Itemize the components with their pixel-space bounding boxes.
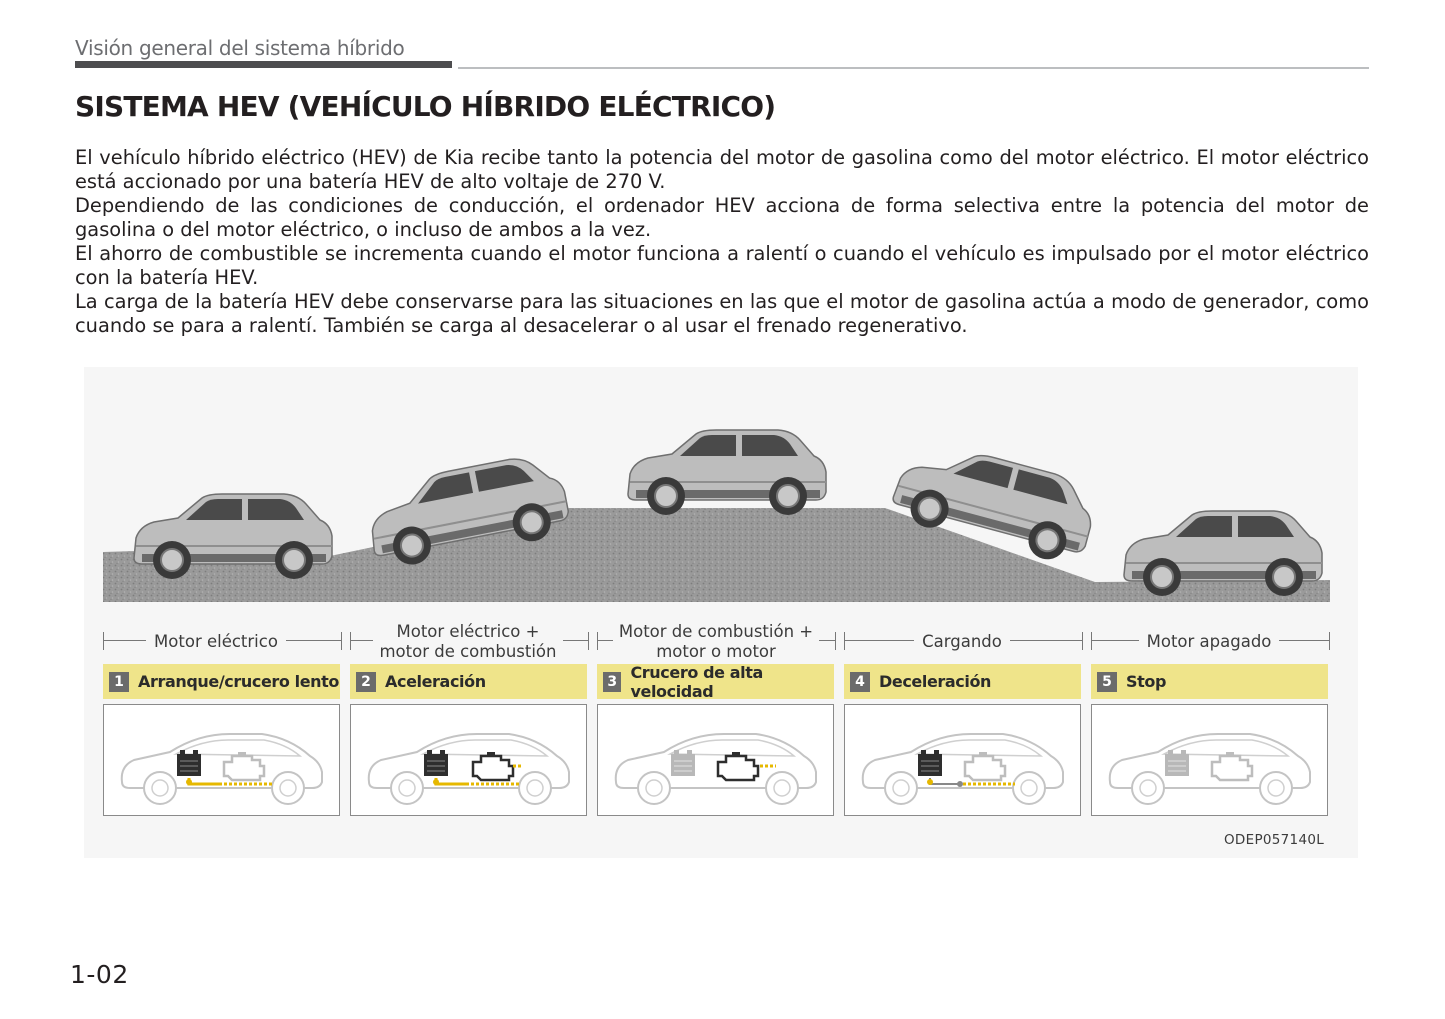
mode-number: 4 <box>850 672 870 692</box>
paragraph: La carga de la batería HEV debe conservarse para las situaciones en las que el motor de gasolina actúa a modo de generador, como cuando se para a ralentí. También se carga al desacelerar o al usar el frenado regenerativo. <box>75 290 1369 337</box>
running-header: Visión general del sistema híbrido <box>75 36 405 60</box>
mode-label: Stop <box>1126 672 1167 691</box>
stage-power-label: Cargando <box>872 620 1052 664</box>
figure-code: ODEP057140L <box>1224 832 1325 848</box>
mode-number: 3 <box>603 672 621 692</box>
mode-number: 2 <box>356 672 376 692</box>
mode-label: Arranque/crucero lento <box>138 672 340 691</box>
page-number: 1-02 <box>70 960 129 989</box>
stage-power-label: Motor de combustión + motor o motor <box>606 620 826 664</box>
mode-label: Aceleración <box>385 672 486 691</box>
mode-label: Crucero de alta velocidad <box>630 662 763 701</box>
paragraph: El vehículo híbrido eléctrico (HEV) de Kia recibe tanto la potencia del motor de gasolina como del motor eléctrico. El motor eléctrico está accionado por una batería HEV de alto voltaje de 270 V. <box>75 146 1369 193</box>
stage-power-label: Motor eléctrico <box>128 620 304 664</box>
mode-number: 5 <box>1097 672 1117 692</box>
section-title: SISTEMA HEV (VEHÍCULO HÍBRIDO ELÉCTRICO) <box>75 90 776 123</box>
stage-power-label: Motor eléctrico + motor de combustión <box>362 620 574 664</box>
mode-label: Deceleración <box>879 672 992 691</box>
mode-number: 1 <box>109 672 129 692</box>
paragraph: Dependiendo de las condiciones de conducción, el ordenador HEV acciona de forma selectiva entre la potencia del motor de gasolina o del motor eléctrico, o incluso de ambos a la vez. <box>75 194 1369 241</box>
stage-power-label: Motor apagado <box>1116 620 1302 664</box>
paragraph: El ahorro de combustible se incrementa cuando el motor funciona a ralentí o cuando el vehículo es impulsado por el motor eléctrico con la batería HEV. <box>75 242 1369 289</box>
